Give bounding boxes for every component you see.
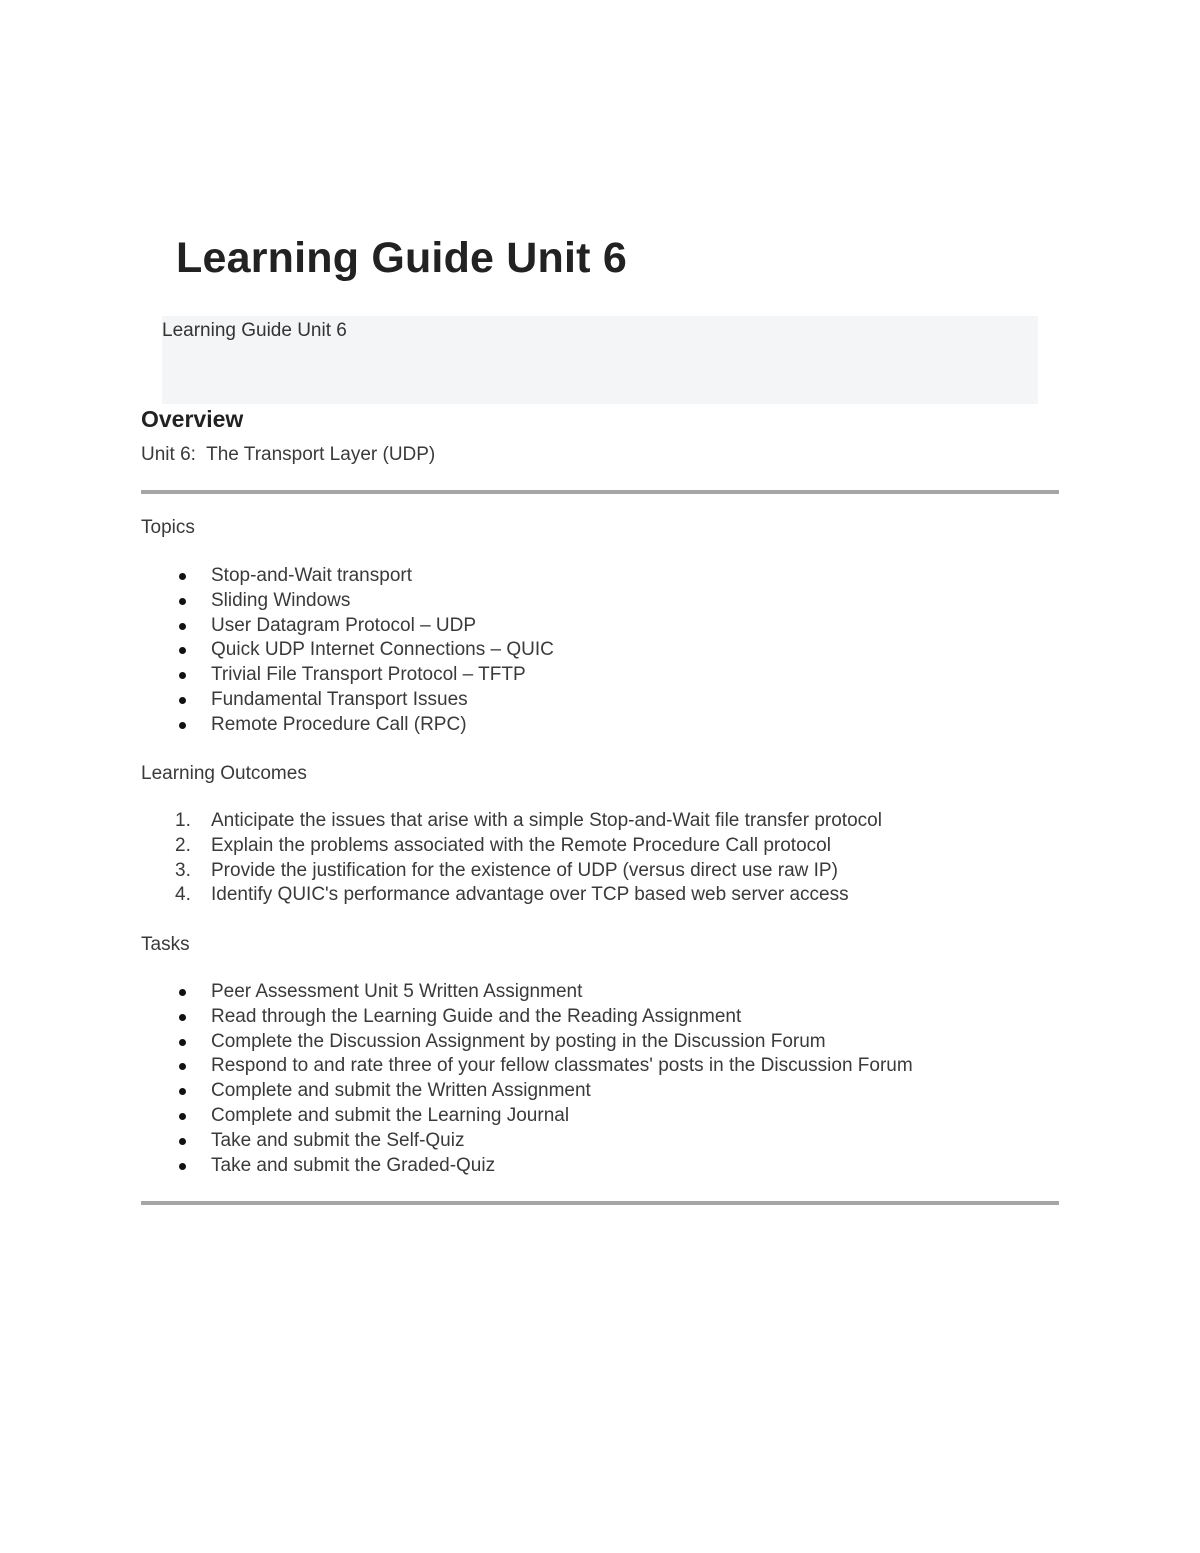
outcome-text: Anticipate the issues that arise with a simple Stop-and-Wait file transfer protocol bbox=[211, 810, 882, 831]
task-text: Take and submit the Graded-Quiz bbox=[211, 1154, 496, 1176]
task-item bbox=[141, 1054, 913, 1079]
page-title: Learning Guide Unit 6 bbox=[176, 234, 627, 282]
topic-text: Quick UDP Internet Connections – QUIC bbox=[211, 639, 554, 661]
bullet-icon bbox=[179, 647, 186, 654]
outcome-text: Explain the problems associated with the Remote Procedure Call protocol bbox=[211, 834, 831, 856]
outcome-item bbox=[141, 834, 882, 859]
task-text: Read through the Learning Guide and the Reading Assignment bbox=[211, 1005, 742, 1027]
bullet-icon bbox=[179, 989, 186, 996]
bullet-icon bbox=[179, 1014, 186, 1021]
bullet-icon bbox=[179, 598, 186, 605]
outcome-item bbox=[141, 809, 882, 834]
task-text: Complete the Discussion Assignment by posting in the Discussion Forum bbox=[211, 1030, 826, 1052]
bullet-icon bbox=[179, 1113, 186, 1120]
topics-list bbox=[141, 564, 554, 738]
outcome-item bbox=[141, 883, 882, 908]
task-item bbox=[141, 1030, 913, 1055]
bullet-icon bbox=[179, 672, 186, 679]
task-text: Complete and submit the Written Assignment bbox=[211, 1080, 591, 1102]
bullet-icon bbox=[179, 1039, 186, 1046]
topic-text: Stop-and-Wait transport bbox=[211, 565, 412, 586]
topic-text: Remote Procedure Call (RPC) bbox=[211, 713, 467, 735]
topic-item bbox=[141, 564, 554, 589]
divider-top bbox=[141, 490, 1059, 494]
task-text: Respond to and rate three of your fellow classmates' posts in the Discussion Forum bbox=[211, 1055, 913, 1077]
topic-text: Trivial File Transport Protocol – TFTP bbox=[211, 664, 526, 686]
topic-item bbox=[141, 663, 554, 688]
learning-outcomes-label: Learning Outcomes bbox=[141, 763, 307, 784]
learning-outcomes-list bbox=[141, 809, 882, 908]
topic-item bbox=[141, 589, 554, 614]
outcome-number: 4. bbox=[175, 884, 191, 906]
topic-item bbox=[141, 614, 554, 639]
task-item bbox=[141, 1129, 913, 1154]
topic-text: Fundamental Transport Issues bbox=[211, 688, 468, 710]
task-text: Take and submit the Self-Quiz bbox=[211, 1129, 465, 1151]
tasks-label: Tasks bbox=[141, 934, 190, 955]
overview-heading: Overview bbox=[141, 406, 244, 432]
topics-label: Topics bbox=[141, 517, 195, 538]
outcome-number: 3. bbox=[175, 859, 191, 881]
unit-title: Unit 6: The Transport Layer (UDP) bbox=[141, 444, 436, 465]
subtitle-banner bbox=[162, 316, 1038, 404]
task-item bbox=[141, 1104, 913, 1129]
task-text: Complete and submit the Learning Journal bbox=[211, 1104, 570, 1126]
task-item bbox=[141, 1154, 913, 1179]
outcome-number: 1. bbox=[175, 810, 191, 831]
topic-text: Sliding Windows bbox=[211, 589, 351, 611]
subtitle-text: Learning Guide Unit 6 bbox=[162, 320, 347, 341]
bullet-icon bbox=[179, 697, 186, 704]
bullet-icon bbox=[179, 1163, 186, 1170]
task-item bbox=[141, 980, 913, 1005]
bullet-icon bbox=[179, 623, 186, 630]
outcome-number: 2. bbox=[175, 834, 191, 856]
task-item bbox=[141, 1005, 913, 1030]
tasks-list bbox=[141, 980, 913, 1178]
divider-bottom bbox=[141, 1201, 1059, 1205]
bullet-icon bbox=[179, 1063, 186, 1070]
bullet-icon bbox=[179, 722, 186, 729]
bullet-icon bbox=[179, 1138, 186, 1145]
task-text: Peer Assessment Unit 5 Written Assignment bbox=[211, 981, 583, 1002]
bullet-icon bbox=[179, 1088, 186, 1095]
outcome-text: Identify QUIC's performance advantage over TCP based web server access bbox=[211, 884, 849, 906]
bullet-icon bbox=[179, 573, 186, 580]
outcome-text: Provide the justification for the existence of UDP (versus direct use raw IP) bbox=[211, 859, 838, 881]
topic-item bbox=[141, 638, 554, 663]
topic-text: User Datagram Protocol – UDP bbox=[211, 614, 477, 636]
outcome-item bbox=[141, 859, 882, 884]
task-item bbox=[141, 1079, 913, 1104]
topic-item bbox=[141, 713, 554, 738]
topic-item bbox=[141, 688, 554, 713]
